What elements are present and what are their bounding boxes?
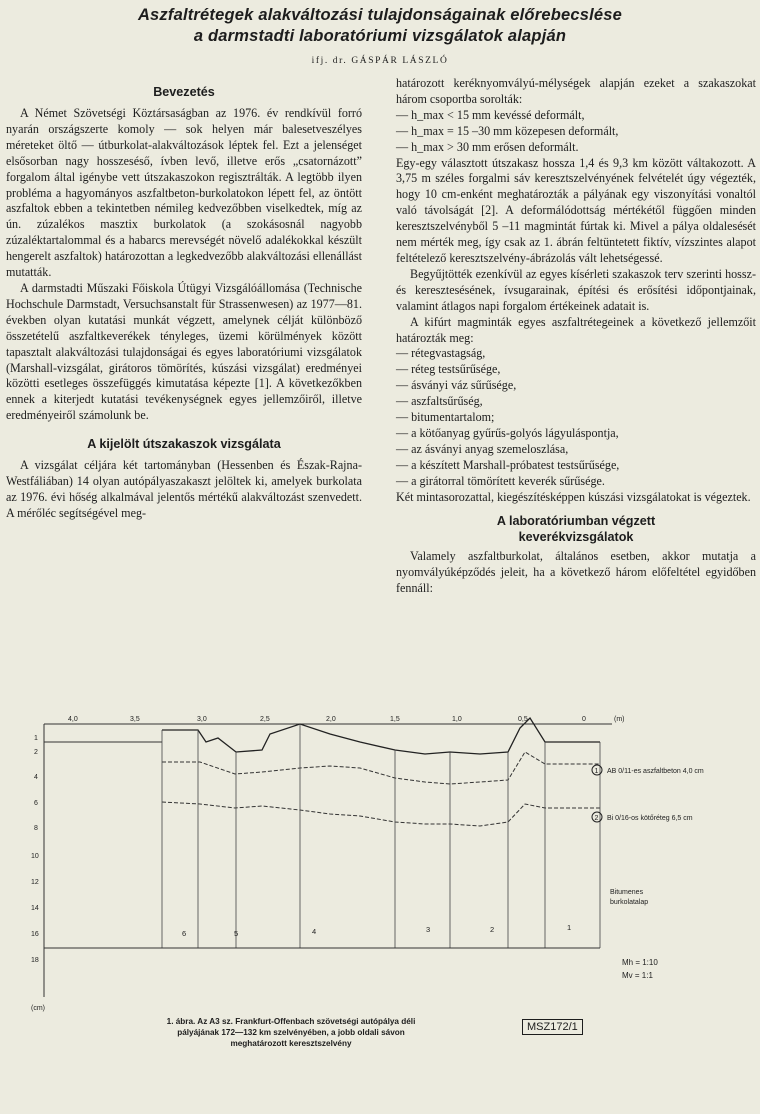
list-item: — a girátorral tömörített keverék sűrűsége.	[396, 473, 605, 488]
scale-vertical: Mv = 1:1	[622, 971, 653, 980]
list-item: — h_max > 30 mm erősen deformált.	[396, 139, 579, 154]
author: ifj. dr. GÁSPÁR LÁSZLÓ	[311, 56, 449, 66]
list-item: — aszfaltsűrűség,	[396, 394, 483, 409]
article-title-line1: Aszfaltrétegek alakváltozási tulajdonságainak előrebecslése	[137, 6, 623, 24]
left-tick-label: 10	[31, 853, 39, 860]
cross-section-figure	[0, 712, 760, 1012]
top-tick-label: 3,0	[197, 716, 207, 723]
list-item: — a kötőanyag gyűrűs-golyós lágyuláspontja,	[396, 425, 619, 440]
base-label-2: burkolatalap	[610, 899, 649, 906]
paragraph: Begyűjtötték ezenkívül az egyes kísérleti szakaszok terv szerinti hossz- és keresztesésének, ívsugarainak, építési és erősítési időpontjainak, valamint átlagos napi forgalom értékeinek adatait is.	[396, 266, 756, 313]
list-item: — az ásványi anyag szemeloszlása,	[396, 441, 569, 456]
right-column	[396, 76, 756, 597]
top-tick-label: 0	[582, 716, 586, 723]
left-tick-label: 12	[31, 879, 39, 886]
scale-horizontal: Mh = 1:10	[622, 958, 658, 967]
left-tick-label: 1	[34, 735, 38, 742]
zone-label: 2	[490, 925, 495, 934]
paragraph: Két mintasorozattal, kiegészítésképpen kúszási vizsgálatokat is végeztek.	[396, 489, 751, 504]
left-tick-label: 4	[34, 774, 38, 781]
list-item: — h_max < 15 mm kevéssé deformált,	[396, 107, 585, 122]
zone-label: 5	[234, 929, 239, 938]
heading-lab-1: A laboratóriumban végzett	[496, 514, 656, 529]
layer-boundary-1	[162, 752, 600, 784]
top-tick-label: 1,5	[390, 716, 400, 723]
left-tick-label: 14	[31, 905, 39, 912]
list-item: — réteg testsűrűsége,	[396, 362, 501, 377]
list-item: — ásványi váz sűrűsége,	[396, 378, 517, 393]
caption-line: meghatározott keresztszelvény	[230, 1039, 352, 1048]
caption-line: 1. ábra. Az A3 sz. Frankfurt-Offenbach szövetségi autópálya déli	[166, 1017, 416, 1026]
figure-caption	[96, 1016, 486, 1049]
heading-intro: Bevezetés	[153, 85, 215, 99]
legend-marker-label: 1	[594, 768, 599, 775]
list-item: — bitumentartalom;	[396, 410, 495, 425]
base-label-1: Bitumenes	[610, 889, 644, 896]
list-item: — a készített Marshall-próbatest testsűrűsége,	[396, 457, 620, 472]
top-tick-label: 0,5	[518, 716, 528, 723]
paragraph: Valamely aszfaltburkolat, általános esetben, akkor mutatja a nyomvályúképződés jeleit, ha a következő három előfeltétel egyidőben fennáll:	[396, 549, 756, 596]
top-axis-unit: (m)	[614, 716, 625, 723]
left-tick-label: 16	[31, 931, 39, 938]
paragraph: határozott keréknyomvályú-mélységek alapján ezeket a szakaszokat három csoportba sorolták:	[396, 76, 756, 106]
left-column	[6, 76, 362, 522]
paragraph: Egy-egy választott útszakasz hossza 1,4 és 9,3 km között váltakozott. A 3,75 m széles forgalmi sáv keresztszelvényének felvételét úgy végezték, hogy 10 cm-enként meghatározták a pályának egy viszonyítási vonaltól való távolságát [2]. A deformálódottság mértékétől függően minden keresztszelvényből 5 –11 magmintát fúrtak ki. Mivel a pálya oldalesését nem mérték meg, így csak az 1. ábrán feltüntetett fiktív, vízszintes alapot feltételező keresztszelvény-ábrázolás vált lehetségessé.	[396, 155, 756, 265]
top-tick-label: 2,0	[326, 716, 336, 723]
left-tick-label: 2	[34, 749, 38, 756]
road-surface-line	[162, 718, 600, 754]
article-title-line2: a darmstadti laboratóriumi vizsgálatok alapján	[193, 27, 567, 45]
caption-line: pályájának 172—132 km szelvényében, a jobb oldali sávon	[177, 1028, 405, 1037]
top-tick-label: 4,0	[68, 716, 78, 723]
top-tick-label: 3,5	[130, 716, 140, 723]
paragraph: A darmstadti Műszaki Főiskola Útügyi Vizsgálóállomása (Technische Hochschule Darmstadt, Versuchsanstalt für Strassenwesen) az 1977—81. években olyan kutatási munkát végzett, amelynek célját különböző összetételű aszfaltkeverékek tényleges, üzemi körülmények között tapasztalt alakváltozási tulajdonságai és egyes laboratóriumi vizsgálatok (Marshall-vizsgálat, girátoros tömörítés, kúszási vizsgálat) eredményei közötti esetleges összefüggés kimutatása képezte [1]. A következőkben ennek a kiterjedt kutatási tevékenységnek egyes jellemzőiről, illetve eredményeiről számolunk be.	[6, 280, 362, 423]
list-item: — h_max = 15 –30 mm közepesen deformált,	[396, 123, 619, 138]
list-item: — rétegvastagság,	[396, 346, 486, 361]
heading-lab-2: keverékvizsgálatok	[518, 530, 634, 545]
heading-sections: A kijelölt útszakaszok vizsgálata	[87, 437, 281, 452]
zone-label: 6	[182, 929, 187, 938]
left-tick-label: 6	[34, 800, 38, 807]
legend-marker-label: 2	[594, 815, 599, 822]
left-tick-label: 18	[31, 957, 39, 964]
legend-text-1: AB 0/11-es aszfaltbeton 4,0 cm	[607, 768, 704, 775]
top-tick-label: 2,5	[260, 716, 270, 723]
legend-text-2: Bi 0/16-os kötőréteg 6,5 cm	[607, 815, 693, 822]
zone-label: 3	[426, 925, 431, 934]
paragraph: A kifúrt magminták egyes aszfaltrétegeinek a következő jellemzőit határozták meg:	[396, 314, 756, 345]
paragraph: A vizsgálat céljára két tartományban (Hessenben és Észak-Rajna-Westfáliában) 14 olyan autópályaszakaszt jelöltek ki, amelyek burkolata az 1976. évi hőség alkalmával jelentős mértékű alakváltozást szenvedett. A mérőléc segítségével meg-	[6, 458, 362, 520]
left-tick-label: 8	[34, 825, 38, 832]
top-tick-label: 1,0	[452, 716, 462, 723]
standard-stamp: MSZ172/1	[522, 1019, 583, 1035]
zone-label: 4	[312, 927, 317, 936]
paragraph: A Német Szövetségi Köztársaságban az 1976. év rendkívül forró nyarán országszerte komoly — sok helyen már balesetveszélyes méreteket öltő — útburkolat-alakváltozások léptek fel. Ezt a jelenséget elsősorban nagy hosszeséső, ívben levő, illetve erős „csatornázott” forgalom által igénybe vett útszakaszokon regisztrálták. A legtöbb ilyen probléma a hagyományos aszfaltbeton-burkolatokon lépett fel, az öntött aszfaltok ebben a tekintetben némileg kedvezőbben viselkedtek, míg az ún. zúzalékos masztix burkolatok (a szokásosnál nagyobb zúzaléktartalommal és a habarcs merevségét növelő adalékokkal készült hengerelt aszfaltok) határozottan a legkedvezőbb alakváltozási ellenállást mutatták.	[6, 106, 362, 280]
layer-boundary-2	[162, 802, 600, 826]
zone-label: 1	[567, 923, 572, 932]
left-axis-unit: (cm)	[31, 1005, 45, 1012]
